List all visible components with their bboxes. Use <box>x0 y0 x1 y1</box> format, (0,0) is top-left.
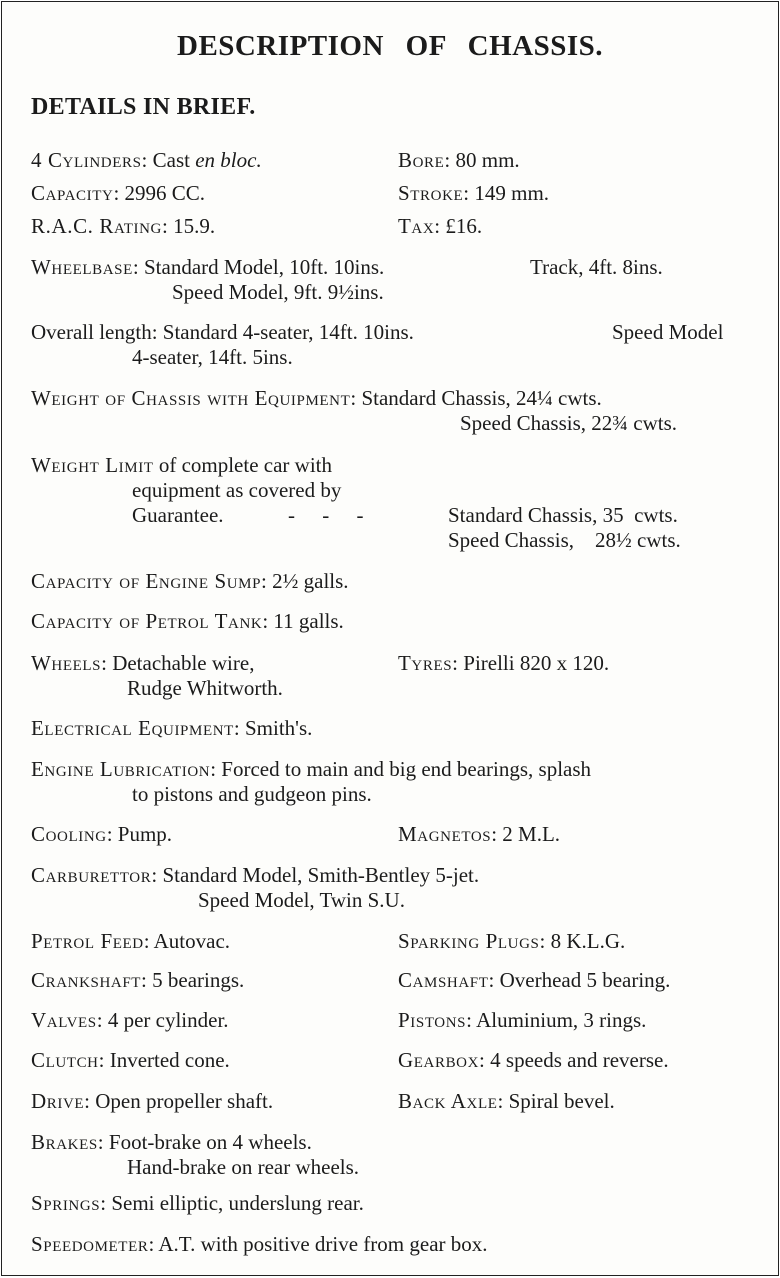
spec-sparking-plugs: Sparking Plugs: 8 K.L.G. <box>398 929 626 953</box>
spec-camshaft: Camshaft: Overhead 5 bearing. <box>398 968 671 992</box>
spec-cylinders: 4 Cylinders: Cast en bloc. <box>31 148 262 172</box>
spec-brakes-line2: Hand-brake on rear wheels. <box>127 1155 360 1179</box>
spec-back-axle: Back Axle: Spiral bevel. <box>398 1089 615 1113</box>
spec-petrol-tank: Capacity of Petrol Tank: 11 galls. <box>31 609 344 633</box>
spec-electrical: Electrical Equipment: Smith's. <box>31 716 313 740</box>
spec-cooling: Cooling: Pump. <box>31 822 173 846</box>
spec-magnetos: Magnetos: 2 M.L. <box>398 822 561 846</box>
spec-gearbox: Gearbox: 4 speeds and reverse. <box>398 1048 669 1072</box>
spec-overall-length: Overall length: Standard 4-seater, 14ft. 10ins. <box>31 320 414 344</box>
spec-crankshaft: Crankshaft: 5 bearings. <box>31 968 245 992</box>
spec-weight-limit-line2: equipment as covered by <box>132 478 342 502</box>
spec-drive: Drive: Open propeller shaft. <box>31 1089 274 1113</box>
spec-clutch: Clutch: Inverted cone. <box>31 1048 230 1072</box>
spec-track: Track, 4ft. 8ins. <box>530 255 663 279</box>
leader-dashes: - - - <box>288 503 364 527</box>
spec-speedometer: Speedometer: A.T. with positive drive from gear box. <box>31 1232 488 1256</box>
spec-wheels: Wheels: Detachable wire, <box>31 651 255 675</box>
spec-tax: Tax: £16. <box>398 214 483 238</box>
spec-lubrication: Engine Lubrication: Forced to main and big end bearings, splash <box>31 757 592 781</box>
spec-weight-limit-standard: Standard Chassis, 35 cwts. <box>448 503 678 527</box>
spec-carburettor-line2: Speed Model, Twin S.U. <box>198 888 405 912</box>
spec-weight-limit: Weight Limit of complete car with <box>31 453 333 477</box>
spec-carburettor: Carburettor: Standard Model, Smith-Bentley 5-jet. <box>31 863 480 887</box>
spec-wheelbase: Wheelbase: Standard Model, 10ft. 10ins. <box>31 255 385 279</box>
spec-tyres: Tyres: Pirelli 820 x 120. <box>398 651 610 675</box>
spec-wheelbase-speed: Speed Model, 9ft. 9½ins. <box>172 280 384 304</box>
page-title: DESCRIPTION OF CHASSIS. <box>177 30 603 62</box>
spec-pistons: Pistons: Aluminium, 3 rings. <box>398 1008 647 1032</box>
spec-capacity: Capacity: 2996 CC. <box>31 181 206 205</box>
spec-weight-limit-speed: Speed Chassis, 28½ cwts. <box>448 528 681 552</box>
spec-brakes: Brakes: Foot-brake on 4 wheels. <box>31 1130 312 1154</box>
spec-valves: Valves: 4 per cylinder. <box>31 1008 229 1032</box>
spec-engine-sump: Capacity of Engine Sump: 2½ galls. <box>31 569 349 593</box>
spec-petrol-feed: Petrol Feed: Autovac. <box>31 929 231 953</box>
document-page <box>1 1 779 1276</box>
spec-weight-speed: Speed Chassis, 22¾ cwts. <box>460 411 677 435</box>
spec-weight-limit-line3: Guarantee. <box>132 503 224 527</box>
spec-rac-rating: R.A.C. Rating: 15.9. <box>31 214 216 238</box>
spec-springs: Springs: Semi elliptic, underslung rear. <box>31 1191 364 1215</box>
spec-stroke: Stroke: 149 mm. <box>398 181 550 205</box>
spec-wheels-line2: Rudge Whitworth. <box>127 676 283 700</box>
spec-overall-speed: 4-seater, 14ft. 5ins. <box>132 345 293 369</box>
spec-bore: Bore: 80 mm. <box>398 148 520 172</box>
section-heading: DETAILS IN BRIEF. <box>31 94 256 120</box>
spec-lubrication-line2: to pistons and gudgeon pins. <box>132 782 372 806</box>
spec-overall-speed-label: Speed Model <box>612 320 724 344</box>
spec-weight: Weight of Chassis with Equipment: Standard Chassis, 24¼ cwts. <box>31 386 602 410</box>
